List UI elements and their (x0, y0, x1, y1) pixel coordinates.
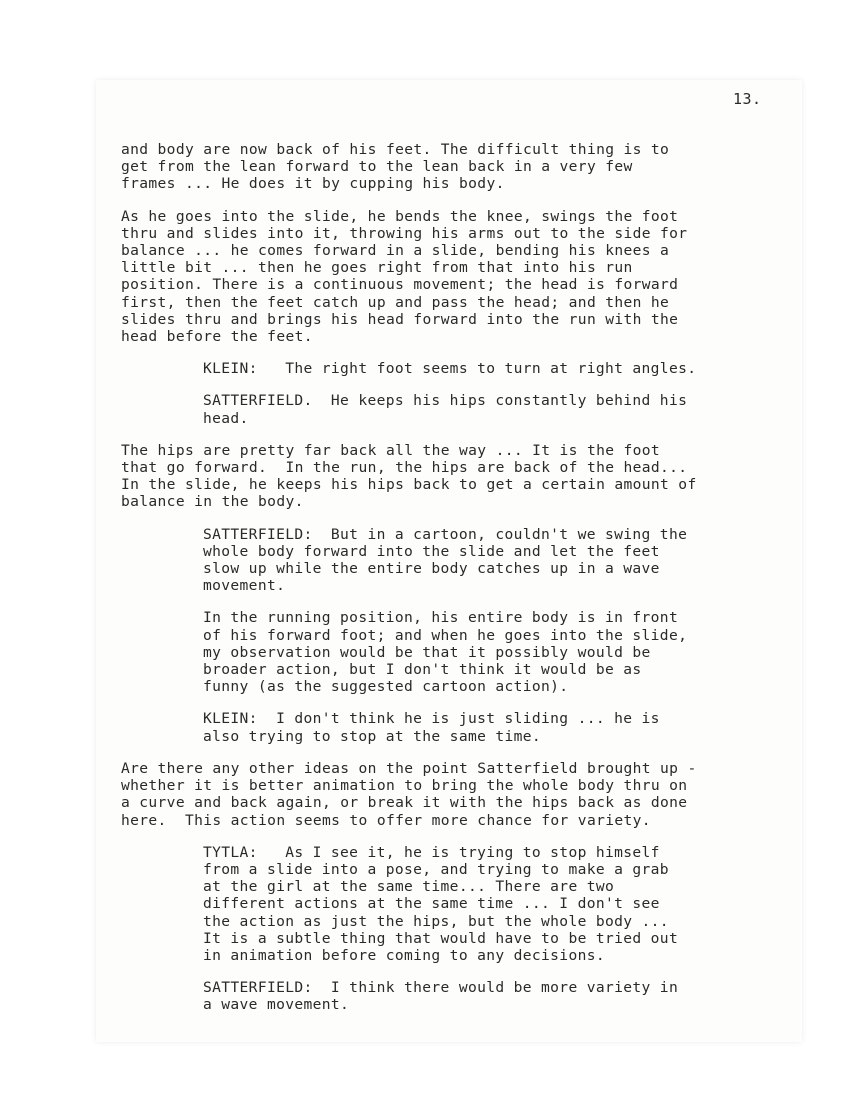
text-line: It is a subtle thing that would have to be tried out (203, 929, 679, 947)
text-line: TYTLA: As I see it, he is trying to stop himself (203, 843, 660, 861)
text-line: frames ... He does it by cupping his body. (121, 175, 505, 193)
speaker-paragraph (203, 844, 781, 964)
text-line: head before the feet. (121, 328, 313, 346)
text-line: Are there any other ideas on the point Satterfield brought up - (121, 759, 697, 777)
paragraph-gap (121, 964, 781, 979)
text-line: different actions at the same time ... I don't see (203, 895, 660, 913)
paragraph-gap (121, 695, 781, 710)
text-line: In the slide, he keeps his hips back to get a certain amount of (121, 476, 697, 494)
speaker-paragraph (203, 710, 781, 744)
text-line: position. There is a continuous movement; the head is forward (121, 276, 679, 294)
text-line: KLEIN: The right foot seems to turn at right angles. (203, 360, 697, 378)
text-line: KLEIN: I don't think he is just sliding ... he is (203, 710, 660, 728)
text-line: here. This action seems to offer more chance for variety. (121, 811, 651, 829)
text-line: funny (as the suggested cartoon action). (203, 678, 569, 696)
paragraph-gap (121, 193, 781, 208)
text-line: SATTERFIELD: But in a cartoon, couldn't we swing the (203, 525, 688, 543)
paragraph-gap (121, 594, 781, 609)
text-line: first, then the feet catch up and pass the head; and then he (121, 293, 670, 311)
text-line: balance in the body. (121, 493, 304, 511)
document-body (121, 141, 781, 1014)
paragraph-gap (121, 511, 781, 526)
text-line: whole body forward into the slide and let the feet (203, 542, 660, 560)
text-line: also trying to stop at the same time. (203, 727, 542, 745)
page-number: 13. (733, 90, 762, 108)
text-line: slow up while the entire body catches up in a wave (203, 560, 660, 578)
text-line: that go forward. In the run, the hips are back of the head... (121, 459, 688, 477)
paragraph-gap (121, 829, 781, 844)
text-line: get from the lean forward to the lean back in a very few (121, 158, 633, 176)
text-line: little bit ... then he goes right from that into his run (121, 259, 633, 277)
text-line: SATTERFIELD: I think there would be more variety in (203, 979, 679, 997)
narrative-paragraph (121, 760, 781, 829)
speaker-paragraph (203, 392, 781, 426)
paragraph-gap (121, 345, 781, 360)
text-line: The hips are pretty far back all the way ... It is the foot (121, 441, 661, 459)
narrative-paragraph (121, 208, 781, 346)
text-line: in animation before coming to any decisions. (203, 946, 605, 964)
text-line: a wave movement. (203, 996, 350, 1014)
text-line: SATTERFIELD. He keeps his hips constantly behind his (203, 392, 688, 410)
speaker-paragraph (203, 609, 781, 695)
paragraph-gap (121, 745, 781, 760)
speaker-paragraph (203, 979, 781, 1013)
text-line: broader action, but I don't think it would be as (203, 661, 642, 679)
text-line: movement. (203, 577, 286, 595)
text-line: slides thru and brings his head forward into the run with the (121, 310, 679, 328)
text-line: thru and slides into it, throwing his arms out to the side for (121, 224, 688, 242)
text-line: at the girl at the same time... There are two (203, 878, 615, 896)
speaker-paragraph (203, 526, 781, 595)
text-line: the action as just the hips, but the whole body ... (203, 912, 669, 930)
text-line: of his forward foot; and when he goes into the slide, (203, 626, 688, 644)
text-line: a curve and back again, or break it with the hips back as done (121, 794, 688, 812)
narrative-paragraph (121, 141, 781, 193)
narrative-paragraph (121, 442, 781, 511)
speaker-paragraph (203, 360, 781, 377)
text-line: head. (203, 409, 249, 427)
text-line: As he goes into the slide, he bends the knee, swings the foot (121, 207, 679, 225)
text-line: and body are now back of his feet. The difficult thing is to (121, 141, 670, 158)
paragraph-gap (121, 427, 781, 442)
text-line: from a slide into a pose, and trying to make a grab (203, 860, 669, 878)
text-line: In the running position, his entire body is in front (203, 609, 679, 627)
text-line: balance ... he comes forward in a slide, bending his knees a (121, 242, 670, 260)
paragraph-gap (121, 377, 781, 392)
text-line: whether it is better animation to bring the whole body thru on (121, 777, 688, 795)
text-line: my observation would be that it possibly would be (203, 643, 651, 661)
